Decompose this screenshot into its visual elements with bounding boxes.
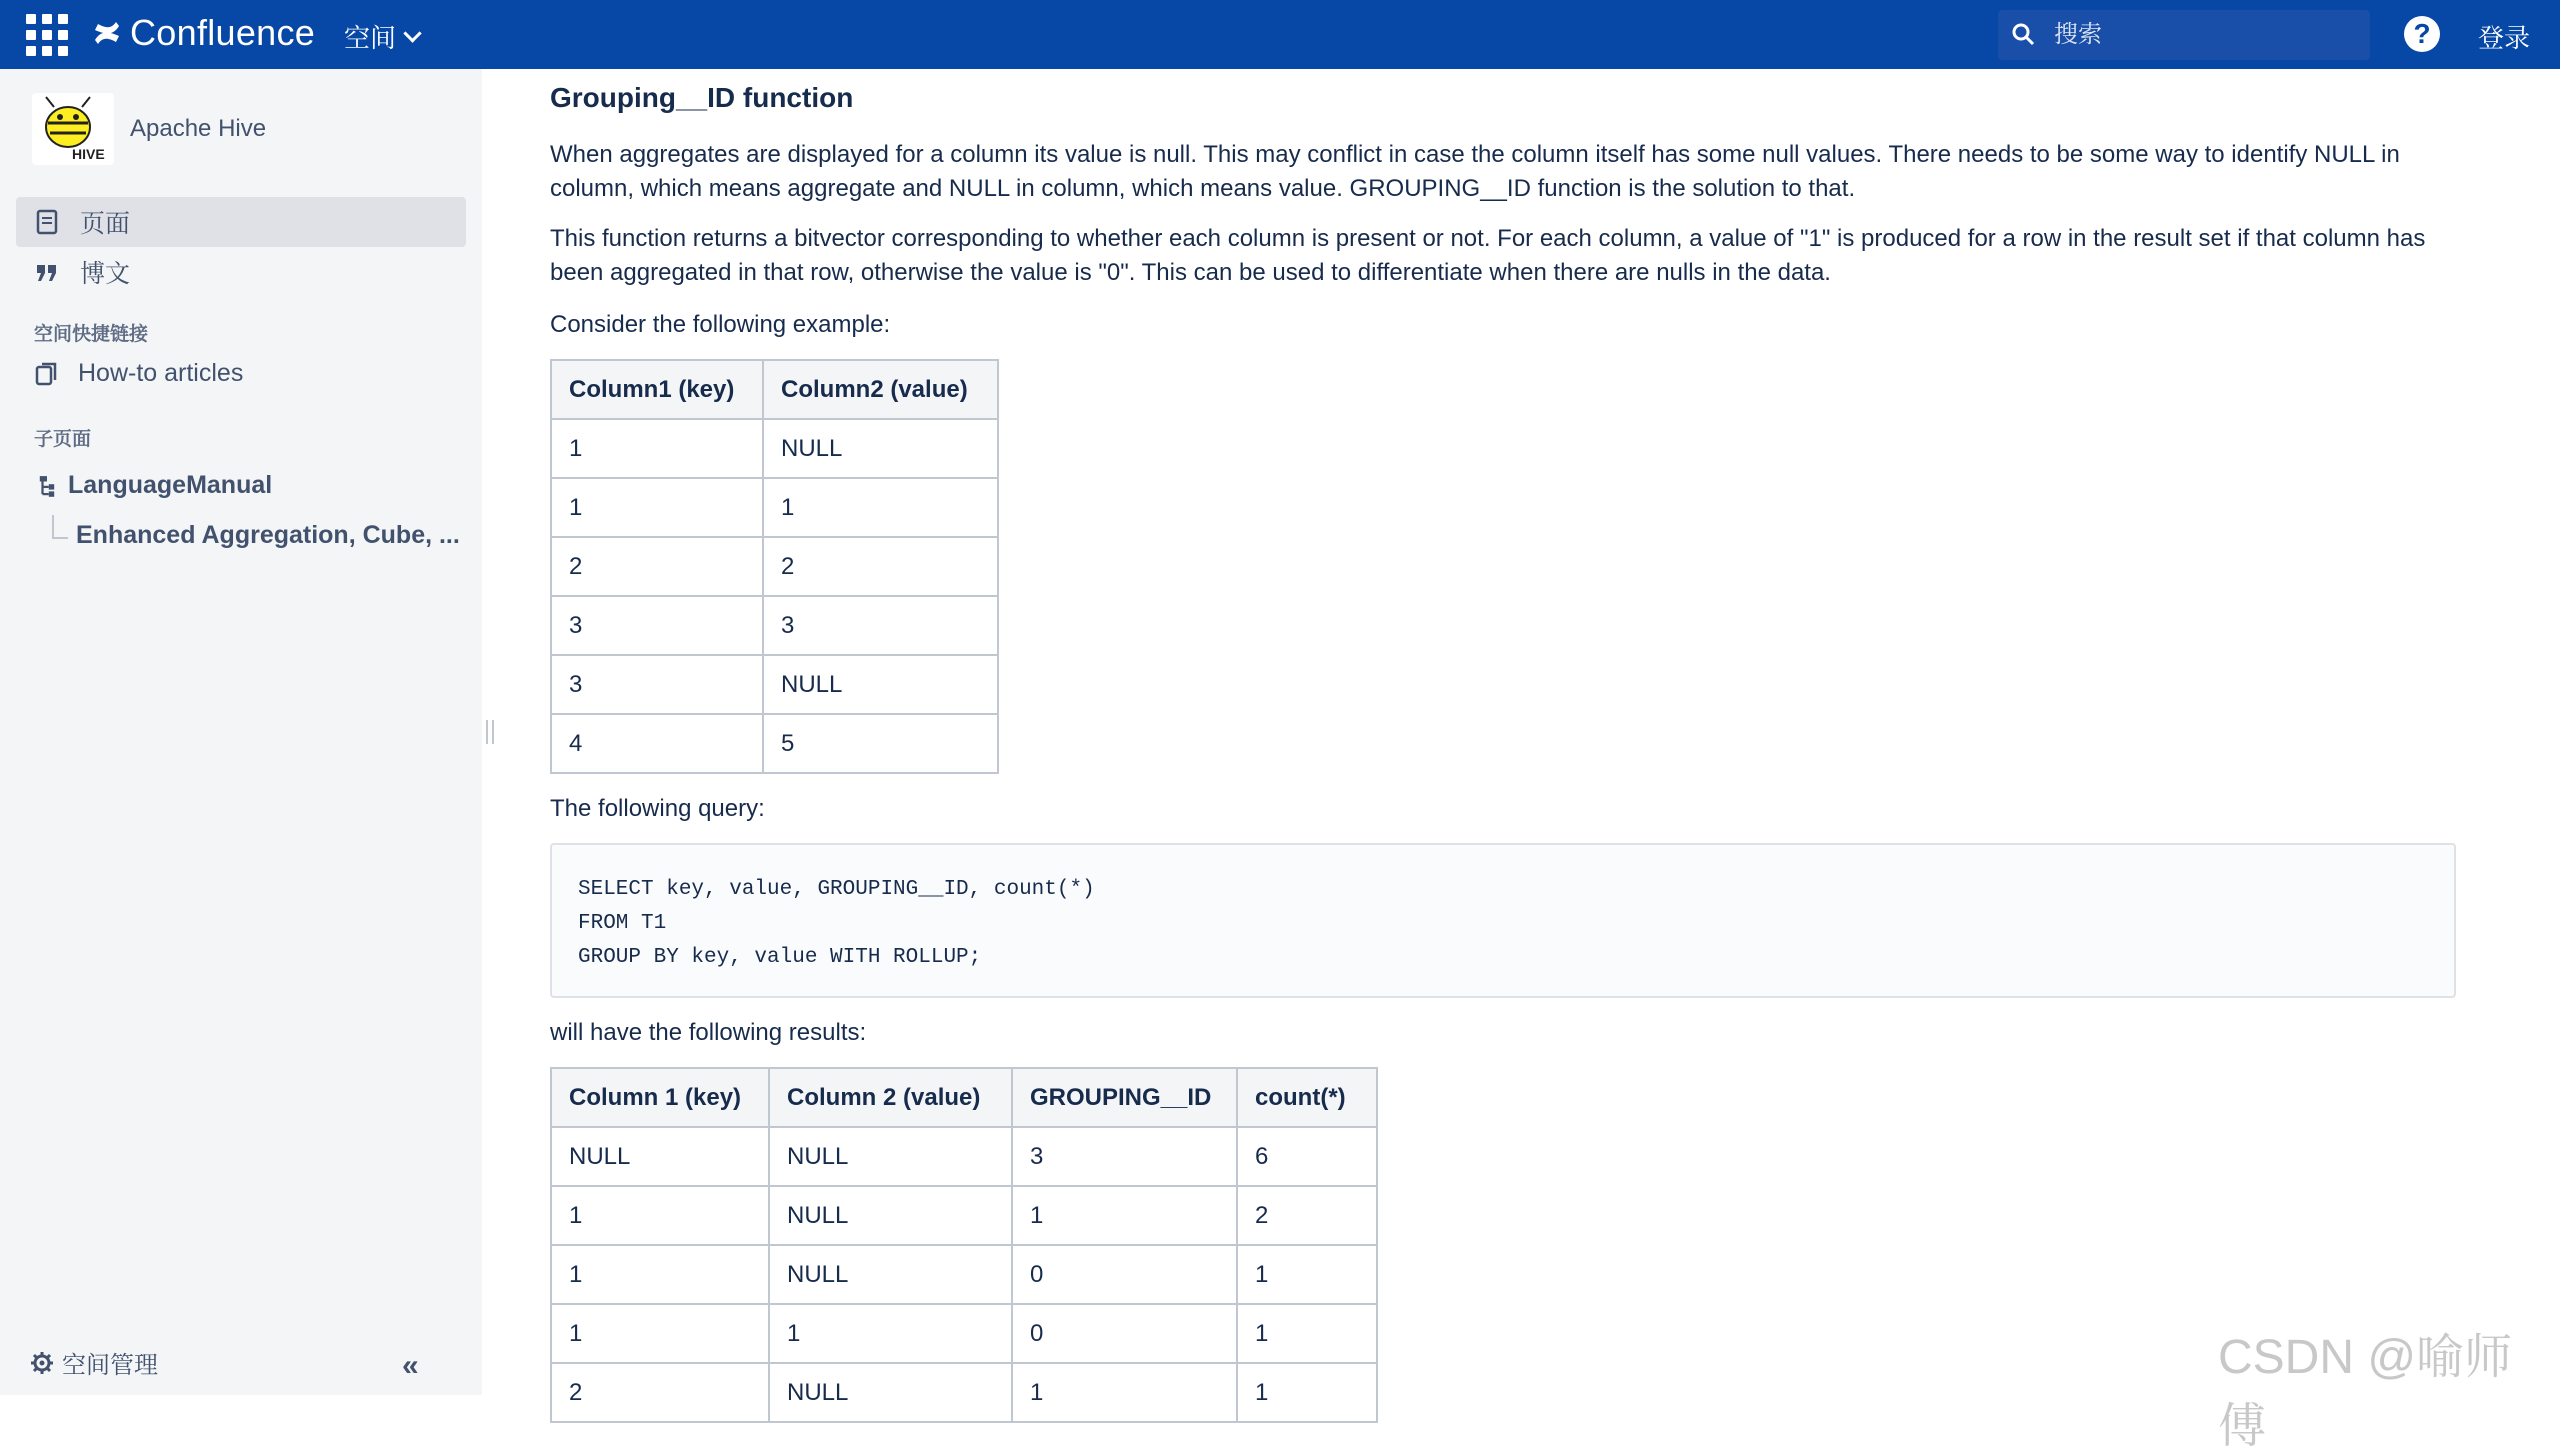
search-icon bbox=[2010, 21, 2038, 49]
table-cell: 0 bbox=[1012, 1304, 1237, 1363]
table-cell: 1 bbox=[551, 419, 763, 478]
table-cell: 3 bbox=[763, 596, 998, 655]
table-cell: 3 bbox=[551, 596, 763, 655]
paragraph-bitvector: This function returns a bitvector corresponding to whether each column is present or not. For each column, a value of "1" is produced for a row in the result set if that column has been aggregated in that row, otherwise the value is "0". This can be used to differentiate when there are nulls in the data. bbox=[550, 225, 2426, 286]
spaces-menu-label: 空间 bbox=[344, 23, 397, 53]
collapse-sidebar-button[interactable]: « bbox=[402, 1349, 415, 1382]
sidebar-resize-handle[interactable] bbox=[486, 720, 494, 744]
table-cell: 1 bbox=[1012, 1186, 1237, 1245]
copy-page-icon bbox=[34, 361, 60, 387]
table-cell: 1 bbox=[1237, 1245, 1377, 1304]
page-tree-icon bbox=[38, 474, 56, 498]
tree-connector bbox=[52, 515, 68, 539]
quote-icon bbox=[34, 259, 60, 285]
paragraph-example: Consider the following example: bbox=[550, 311, 891, 338]
table-header-cell: Column1 (key) bbox=[551, 360, 763, 419]
spaces-menu[interactable] bbox=[344, 18, 419, 55]
child-pages-section-title: 子页面 bbox=[34, 429, 92, 450]
table-cell: NULL bbox=[769, 1186, 1012, 1245]
table-row bbox=[551, 1363, 1377, 1422]
shortcuts-section-title: 空间快捷链接 bbox=[34, 324, 149, 345]
hive-logo-icon bbox=[32, 93, 114, 165]
csdn-watermark: CSDN @喻师傅 bbox=[2218, 1331, 2513, 1453]
table-cell: 1 bbox=[769, 1304, 1012, 1363]
table-cell: 2 bbox=[1237, 1186, 1377, 1245]
table-cell: 5 bbox=[763, 714, 998, 773]
table-cell: 3 bbox=[551, 655, 763, 714]
space-admin-label: 空间管理 bbox=[62, 1352, 158, 1379]
sidebar-item-blog[interactable] bbox=[16, 247, 466, 297]
table-row bbox=[551, 419, 998, 478]
paragraph-results: will have the following results: bbox=[550, 1019, 867, 1046]
sidebar bbox=[0, 69, 482, 1395]
section-heading: Grouping__ID function bbox=[550, 82, 854, 113]
shortcut-link-label: How-to articles bbox=[78, 359, 244, 387]
table-cell: NULL bbox=[769, 1127, 1012, 1186]
table-cell: 4 bbox=[551, 714, 763, 773]
table-row bbox=[551, 478, 998, 537]
table-row bbox=[551, 537, 998, 596]
table-row bbox=[551, 714, 998, 773]
table-cell: 2 bbox=[551, 537, 763, 596]
help-icon[interactable]: ? bbox=[2404, 16, 2440, 52]
space-name[interactable]: Apache Hive bbox=[130, 115, 267, 142]
table-cell: 1 bbox=[551, 1304, 769, 1363]
table-cell: 1 bbox=[1237, 1304, 1377, 1363]
table-header-row bbox=[551, 1068, 1377, 1127]
app-switcher-icon[interactable] bbox=[26, 14, 68, 56]
gear-icon bbox=[30, 1351, 54, 1375]
table-cell: 0 bbox=[1012, 1245, 1237, 1304]
results-table bbox=[550, 1067, 1378, 1423]
confluence-logo-icon bbox=[92, 18, 122, 48]
table-header-cell: count(*) bbox=[1237, 1068, 1377, 1127]
hive-logo-text: HIVE bbox=[72, 146, 105, 162]
table-cell: 6 bbox=[1237, 1127, 1377, 1186]
table-row bbox=[551, 1304, 1377, 1363]
table-row bbox=[551, 1245, 1377, 1304]
example-table bbox=[550, 359, 999, 774]
confluence-logo[interactable] bbox=[92, 12, 315, 54]
space-admin-link[interactable] bbox=[30, 1345, 158, 1380]
table-row bbox=[551, 655, 998, 714]
table-header-cell: GROUPING__ID bbox=[1012, 1068, 1237, 1127]
table-cell: 1 bbox=[763, 478, 998, 537]
code-block: SELECT key, value, GROUPING__ID, count(*) FROM T1 GROUP BY key, value WITH ROLLUP; bbox=[550, 843, 2456, 998]
paragraph-intro: When aggregates are displayed for a column its value is null. This may conflict in case the column itself has some null values. There needs to be some way to identify NULL in column, which means aggregate and NULL in column, which means value. GROUPING__ID function is the solution to that. bbox=[550, 141, 2400, 202]
login-button[interactable]: 登录 bbox=[2478, 23, 2531, 53]
table-cell: 1 bbox=[551, 1186, 769, 1245]
sidebar-item-pages[interactable] bbox=[16, 197, 466, 247]
table-cell: 3 bbox=[1012, 1127, 1237, 1186]
tree-item-label: Enhanced Aggregation, Cube, ... bbox=[76, 521, 460, 549]
table-cell: NULL bbox=[763, 419, 998, 478]
table-header-cell: Column2 (value) bbox=[763, 360, 998, 419]
sidebar-item-label: 博文 bbox=[80, 260, 131, 288]
sidebar-item-label: 页面 bbox=[80, 210, 131, 238]
tree-item-languagemanual[interactable] bbox=[38, 471, 272, 500]
table-row bbox=[551, 1186, 1377, 1245]
table-header-row bbox=[551, 360, 998, 419]
table-cell: NULL bbox=[769, 1363, 1012, 1422]
search-box[interactable] bbox=[1998, 10, 2370, 60]
table-cell: 2 bbox=[551, 1363, 769, 1422]
page-icon bbox=[34, 209, 60, 235]
tree-item-enhanced-aggregation[interactable] bbox=[76, 521, 460, 550]
tree-item-label: LanguageManual bbox=[68, 471, 273, 499]
search-input[interactable] bbox=[2052, 20, 2356, 50]
table-cell: 1 bbox=[1012, 1363, 1237, 1422]
table-row bbox=[551, 596, 998, 655]
space-logo[interactable] bbox=[32, 93, 114, 165]
shortcut-link-howto[interactable] bbox=[34, 359, 243, 388]
table-cell: 1 bbox=[1237, 1363, 1377, 1422]
table-cell: NULL bbox=[769, 1245, 1012, 1304]
table-header-cell: Column 2 (value) bbox=[769, 1068, 1012, 1127]
paragraph-query: The following query: bbox=[550, 795, 765, 822]
table-cell: 2 bbox=[763, 537, 998, 596]
table-row bbox=[551, 1127, 1377, 1186]
table-cell: 1 bbox=[551, 1245, 769, 1304]
table-cell: NULL bbox=[763, 655, 998, 714]
confluence-logo-text: Confluence bbox=[130, 12, 316, 53]
top-navigation-bar bbox=[0, 0, 2560, 69]
chevron-down-icon bbox=[403, 24, 421, 42]
table-cell: NULL bbox=[551, 1127, 769, 1186]
table-cell: 1 bbox=[551, 478, 763, 537]
table-header-cell: Column 1 (key) bbox=[551, 1068, 769, 1127]
